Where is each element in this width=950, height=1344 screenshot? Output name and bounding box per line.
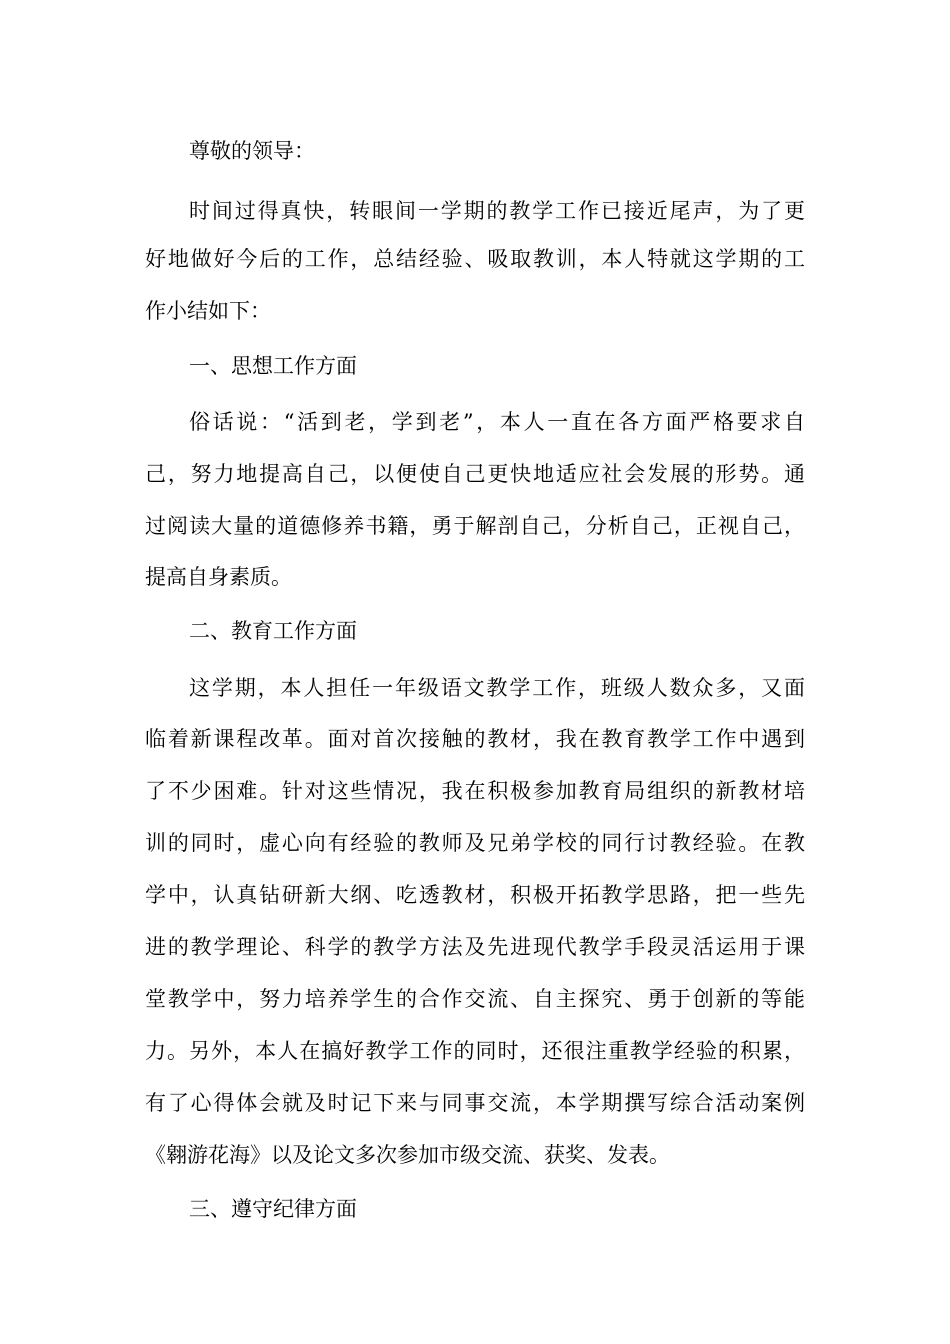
section2-line-4: 训的同时，虚心向有经验的教师及兄弟学校的同行讨教经验。在教 bbox=[145, 831, 805, 855]
section2-line-6: 进的教学理论、科学的教学方法及先进现代教学手段灵活运用于课 bbox=[145, 935, 805, 959]
intro-line-3: 作小结如下： bbox=[145, 299, 271, 323]
section2-line-8: 力。另外，本人在搞好教学工作的同时，还很注重教学经验的积累， bbox=[145, 1039, 805, 1063]
section-heading-2: 二、教育工作方面 bbox=[189, 619, 357, 643]
section2-line-9: 有了心得体会就及时记下来与同事交流，本学期撰写综合活动案例 bbox=[145, 1091, 805, 1115]
section-heading-1: 一、思想工作方面 bbox=[189, 354, 357, 378]
section2-line-2: 临着新课程改革。面对首次接触的教材，我在教育教学工作中遇到 bbox=[145, 727, 805, 751]
intro-line-1: 时间过得真快，转眼间一学期的教学工作已接近尾声，为了更 bbox=[189, 199, 805, 223]
section2-line-1: 这学期，本人担任一年级语文教学工作，班级人数众多，又面 bbox=[189, 676, 805, 700]
section2-line-7: 堂教学中，努力培养学生的合作交流、自主探究、勇于创新的等能 bbox=[145, 987, 805, 1011]
section1-line-2: 己，努力地提高自己，以便使自己更快地适应社会发展的形势。通 bbox=[145, 462, 805, 486]
section2-line-3: 了不少困难。针对这些情况，我在积极参加教育局组织的新教材培 bbox=[145, 779, 805, 803]
section1-line-1: 俗话说：“活到老，学到老”，本人一直在各方面严格要求自 bbox=[189, 410, 805, 434]
section2-line-5: 学中，认真钻研新大纲、吃透教材，积极开拓教学思路，把一些先 bbox=[145, 883, 805, 907]
section-heading-3: 三、遵守纪律方面 bbox=[189, 1197, 357, 1221]
section1-line-3: 过阅读大量的道德修养书籍，勇于解剖自己，分析自己，正视自己， bbox=[145, 514, 805, 538]
section1-line-4: 提高自身素质。 bbox=[145, 565, 292, 589]
intro-line-2: 好地做好今后的工作，总结经验、吸取教训，本人特就这学期的工 bbox=[145, 247, 805, 271]
section2-line-10: 《翱游花海》以及论文多次参加市级交流、获奖、发表。 bbox=[145, 1143, 670, 1167]
salutation: 尊敬的领导： bbox=[189, 139, 315, 163]
